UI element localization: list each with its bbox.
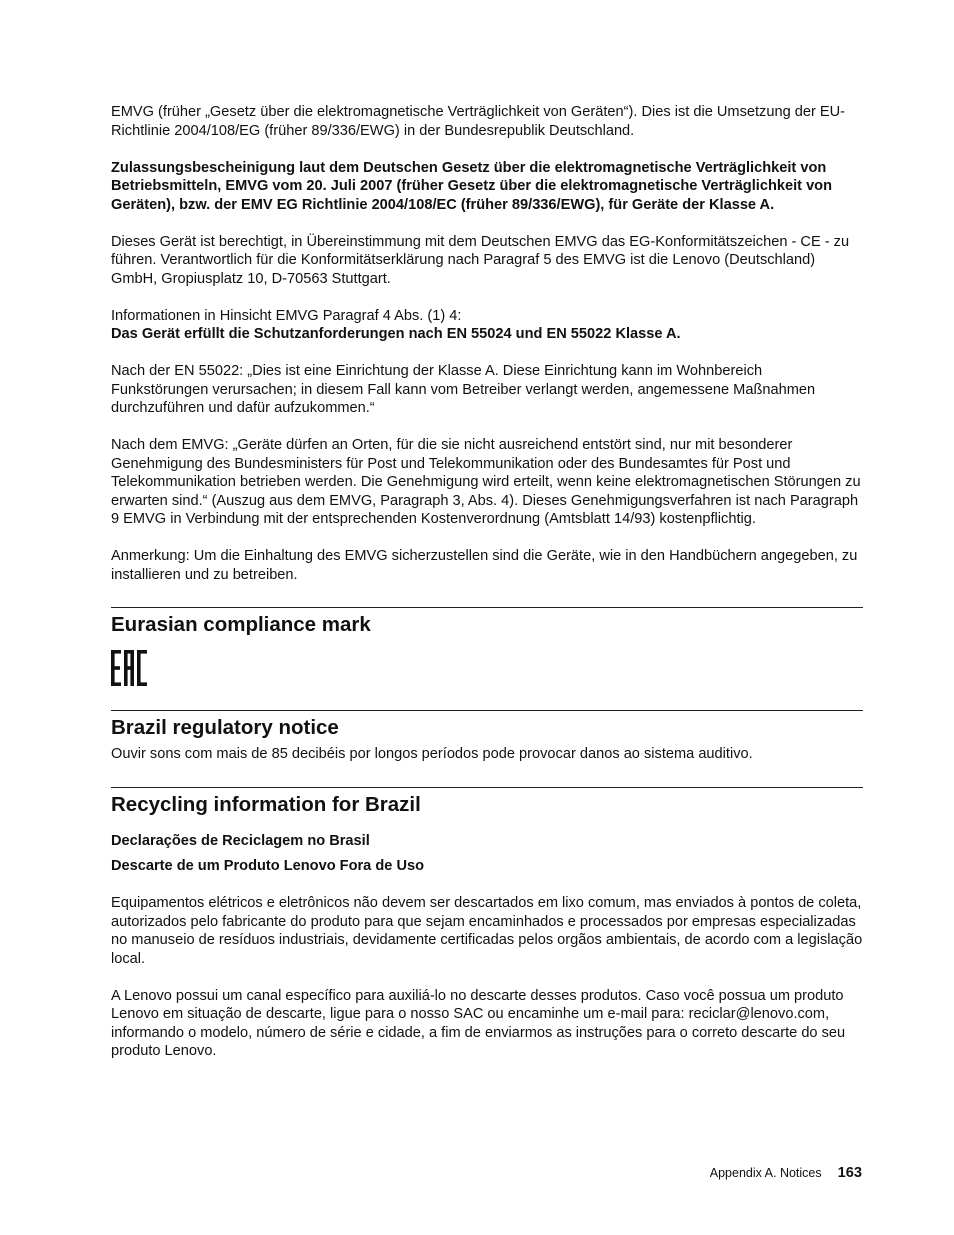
recycling-brazil-section: [111, 787, 863, 1061]
brazil-notice-body: Ouvir sons com mais de 85 decibéis por longos períodos pode provocar danos ao sistema auditivo.: [111, 746, 753, 762]
page-content: [111, 103, 863, 1061]
footer-section-label: Appendix A. Notices: [709, 1166, 822, 1180]
recycling-subheading-declaracoes: Declarações de Reciclagem no Brasil: [111, 832, 370, 849]
recycling-paragraph-1: Equipamentos elétricos e eletrônicos não devem ser descartados em lixo comum, mas enviados à pontos de coleta, autorizados pelo fabricante do produto para que sejam encaminhados e processados por empresas especializadas no manuseio de resíduos industriais, devidamente certificadas pelos orgãos ambientais, de acordo com a legislação local.: [111, 895, 863, 967]
recycling-brazil-title: Recycling information for Brazil: [111, 792, 421, 816]
emvg-intro-paragraph: EMVG (früher „Gesetz über die elektromagnetische Verträglichkeit von Geräten“). Dies ist die Umsetzung der EU-Richtlinie 2004/108/EG (früher 89/336/EWG) in der Bundesrepublik Deutschland.: [111, 104, 846, 139]
zulassung-heading-paragraph: Zulassungsbescheinigung laut dem Deutschen Gesetz über die elektromagnetische Verträglichkeit von Betriebsmitteln, EMVG vom 20. Juli 2007 (früher Gesetz über die elektromagnetische Verträglichkeit von Geräten), bzw. der EMV EG Richtlinie 2004/108/EC (früher 89/336/EWG), für Geräte der Klasse A.: [111, 159, 833, 213]
recycling-subheading-descarte: Descarte de um Produto Lenovo Fora de Uso: [111, 858, 425, 874]
brazil-notice-section: [111, 710, 863, 764]
emvg-approval-paragraph: Nach dem EMVG: „Geräte dürfen an Orten, für die sie nicht ausreichend entstört sind, nur mit besonderer Genehmigung des Bundesministers für Post und Telekommunikation oder des Bundesamtes für Post und Telekommunikation betrieben werden. Die Genehmigung wird erteilt, wenn keine elektromagnetischen Störungen zu erwarten sind.“ (Auszug aus dem EMVG, Paragraph 3, Abs. 4). Dieses Genehmigungsverfahren ist nach Paragraph 9 EMVG in Verbindung mit der entsprechenden Kostenverordnung (Amtsblatt 14/93) kostenpflichtig.: [111, 437, 861, 527]
eurasian-section: [111, 607, 863, 686]
brazil-notice-title: Brazil regulatory notice: [111, 716, 339, 739]
eac-mark-icon: [111, 650, 147, 686]
en55022-paragraph: Nach der EN 55022: „Dies ist eine Einrichtung der Klasse A. Diese Einrichtung kann im Wohnbereich Funkstörungen verursachen; in diesem Fall kann vom Betreiber verlangt werden, angemessene Maßnahmen durchzuführen und dafür aufzukommen.“: [111, 363, 816, 416]
eurasian-section-title: Eurasian compliance mark: [111, 613, 371, 636]
emvg-info-line: Informationen in Hinsicht EMVG Paragraf 4 Abs. (1) 4:: [111, 307, 462, 324]
recycling-paragraph-2: A Lenovo possui um canal específico para auxiliá-lo no descarte desses produtos. Caso você possua um produto Lenovo em situação de descarte, ligue para o nosso SAC ou encaminhe um e-mail para: reciclar@lenovo.com, informando o modelo, número de série e cidade, a fim de enviarmos as instruções para o correto descarte do seu produto Lenovo.: [111, 987, 846, 1059]
page-footer: [710, 1164, 862, 1182]
emvg-note-paragraph: Anmerkung: Um die Einhaltung des EMVG sicherzustellen sind die Geräte, wie in den Handbüchern angegeben, zu installieren und zu betreiben.: [111, 548, 858, 583]
emvg-protection-line: Das Gerät erfüllt die Schutzanforderungen nach EN 55024 und EN 55022 Klasse A.: [111, 326, 681, 342]
ce-conformity-paragraph: Dieses Gerät ist berechtigt, in Übereinstimmung mit dem Deutschen EMVG das EG-Konformitätszeichen - CE - zu führen. Verantwortlich für die Konformitätserklärung nach Paragraf 5 des EMVG ist die Lenovo (Deutschland) GmbH, Gropiusplatz 10, D-70563 Stuttgart.: [111, 233, 850, 287]
page-number: 163: [837, 1165, 862, 1181]
